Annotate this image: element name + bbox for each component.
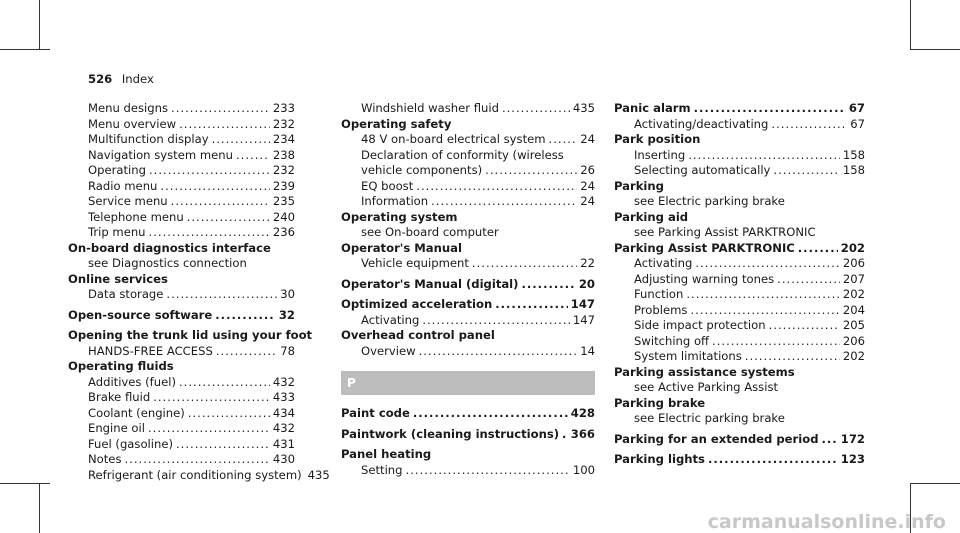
index-entry-heading	[341, 241, 595, 257]
page-reference: 232	[272, 116, 295, 131]
leader-dots	[769, 318, 840, 334]
index-entry-heading	[341, 297, 595, 313]
entry-text: Vehicle equipment	[361, 256, 469, 270]
entry-text: Switching off	[634, 333, 710, 348]
leader-dots	[171, 101, 270, 117]
leader-dots	[773, 163, 839, 179]
entry-text: Panel heating	[341, 447, 432, 461]
index-entry-heading	[341, 277, 595, 293]
leader-dots	[695, 256, 840, 272]
page-reference: 238	[272, 147, 295, 162]
entry-text: see Electric parking brake	[634, 411, 785, 425]
index-subentry	[614, 318, 865, 334]
entry-text: Radio menu	[88, 178, 158, 193]
page-reference: 67	[848, 101, 865, 115]
page-reference: 435	[572, 101, 595, 115]
index-entry-heading	[341, 210, 595, 226]
entry-text: see Diagnostics connection	[88, 256, 247, 270]
page-reference: 366	[570, 426, 595, 441]
leader-dots	[502, 101, 570, 117]
leader-dots	[176, 437, 270, 453]
entry-text: Operator's Manual	[341, 240, 462, 255]
page-reference: 433	[272, 390, 295, 404]
index-subentry	[68, 163, 295, 179]
entry-text: Side impact protection	[634, 318, 766, 332]
entry-text: Data storage	[88, 287, 164, 301]
index-entry-heading	[614, 452, 865, 468]
page-reference: 235	[272, 194, 295, 208]
entry-text: Trip menu	[88, 225, 146, 239]
entry-text: Paint code	[341, 406, 410, 420]
entry-text: Navigation system menu	[88, 147, 233, 162]
index-entry-heading	[68, 328, 313, 344]
entry-text: Adjusting warning tones	[634, 271, 775, 286]
entry-text: Declaration of conformity (wireless	[361, 147, 564, 162]
entry-text: Notes	[88, 452, 122, 466]
entry-text: Activating	[634, 256, 693, 270]
index-subentry	[614, 411, 865, 427]
index-entry-heading	[341, 406, 595, 422]
index-subentry	[68, 132, 295, 148]
page-reference: 205	[842, 318, 865, 332]
index-entry-heading	[614, 432, 865, 448]
leader-dots	[149, 163, 270, 179]
page-reference: 100	[572, 462, 595, 477]
entry-text: Function	[634, 287, 684, 301]
index-subentry	[614, 334, 865, 350]
index-subentry	[68, 467, 330, 484]
page-reference: 24	[580, 194, 595, 208]
leader-dots	[171, 194, 270, 210]
leader-dots	[549, 132, 578, 148]
page-reference: 26	[580, 163, 595, 177]
index-entry-heading	[614, 132, 865, 148]
leader-dots	[822, 432, 838, 448]
leader-dots	[690, 303, 839, 319]
index-subentry	[341, 313, 595, 329]
entry-text: Engine oil	[88, 421, 145, 435]
entry-text: Inserting	[634, 147, 686, 162]
index-subentry	[68, 148, 295, 164]
leader-dots	[166, 287, 277, 303]
entry-text: Coolant (engine)	[88, 405, 185, 420]
page-reference: 233	[272, 101, 295, 115]
index-subentry	[341, 148, 595, 164]
page-reference: 240	[272, 209, 295, 224]
entry-text: Refrigerant (air conditioning system)	[88, 467, 302, 482]
entry-text: see Electric parking brake	[634, 194, 785, 208]
entry-text: Open-source software	[68, 307, 213, 322]
leader-dots	[798, 241, 838, 257]
entry-text: System limitations	[634, 349, 742, 363]
index-subentry	[614, 225, 865, 241]
index-entry-heading	[68, 272, 295, 288]
index-subentry	[341, 101, 595, 117]
index-subentry	[68, 344, 295, 360]
page-reference: 67	[850, 116, 865, 131]
index-subentry	[614, 163, 865, 179]
index-entry-heading	[341, 328, 595, 344]
index-entry-heading	[614, 101, 865, 117]
crop-mark	[910, 0, 911, 50]
index-entry-heading	[68, 308, 295, 324]
leader-dots	[521, 277, 575, 293]
index-subentry	[68, 194, 295, 210]
index-subentry	[68, 179, 295, 195]
entry-text: Overhead control panel	[341, 328, 495, 342]
entry-text: Operator's Manual (digital)	[341, 276, 519, 291]
watermark: carmanualsonline.info	[707, 511, 946, 533]
leader-dots	[485, 163, 577, 179]
page-reference: 204	[842, 302, 865, 317]
leader-dots	[416, 179, 577, 195]
index-subentry	[341, 344, 595, 360]
page-reference: 24	[580, 132, 595, 146]
leader-dots	[745, 349, 840, 365]
leader-dots	[694, 101, 846, 117]
entry-text: Operating system	[341, 209, 458, 224]
page-reference: 24	[580, 178, 595, 193]
index-subentry	[341, 132, 595, 148]
crop-mark	[39, 0, 40, 50]
entry-text: Setting	[361, 462, 403, 477]
index-entry-heading	[614, 179, 865, 195]
index-subentry	[68, 101, 295, 117]
entry-text: Operating fluids	[68, 359, 174, 373]
entry-text: see Active Parking Assist	[634, 380, 779, 394]
leader-dots	[179, 375, 270, 391]
page-reference: 428	[570, 406, 595, 420]
index-entry-heading	[68, 241, 295, 257]
entry-text: Park position	[614, 132, 701, 146]
leader-dots	[422, 313, 570, 329]
crop-mark	[910, 483, 960, 484]
leader-dots	[212, 132, 270, 148]
index-subentry	[341, 163, 595, 179]
page-reference: 147	[572, 312, 595, 327]
leader-dots	[413, 406, 568, 422]
page-reference: 430	[272, 452, 295, 466]
index-subentry	[68, 256, 295, 272]
index-subentry	[68, 287, 295, 303]
page-reference: 431	[272, 436, 295, 451]
page-reference: 20	[578, 276, 595, 291]
index-entry-heading	[614, 241, 865, 257]
leader-dots	[495, 297, 568, 313]
page-reference: 234	[272, 132, 295, 146]
page-reference: 30	[280, 287, 295, 301]
leader-dots	[149, 225, 270, 241]
entry-text: Paintwork (cleaning instructions)	[341, 426, 560, 441]
index-subentry	[68, 375, 295, 391]
crop-mark	[0, 49, 50, 50]
leader-dots	[712, 334, 840, 350]
leader-dots	[777, 272, 840, 288]
leader-dots	[216, 344, 277, 360]
page-number: 526	[88, 72, 113, 86]
page-reference: 206	[842, 256, 865, 270]
page-reference: 202	[842, 349, 865, 363]
page-reference: 172	[840, 431, 865, 446]
leader-dots	[179, 117, 270, 133]
page-reference: 432	[272, 421, 295, 435]
entry-text: Windshield washer fluid	[361, 101, 499, 115]
entry-text: Activating/deactivating	[634, 116, 769, 131]
entry-text: Parking Assist PARKTRONIC	[614, 240, 795, 255]
entry-text: Selecting automatically	[634, 163, 771, 177]
entry-text: Parking aid	[614, 209, 689, 224]
entry-text: On-board diagnostics interface	[68, 240, 271, 255]
index-subentry	[614, 117, 865, 133]
entry-text: Brake fluid	[88, 390, 151, 404]
index-subentry	[341, 463, 595, 479]
leader-dots	[406, 463, 570, 479]
leader-dots	[160, 179, 269, 195]
index-column-2	[341, 101, 595, 478]
entry-text: Telephone menu	[88, 209, 184, 224]
leader-dots	[686, 287, 840, 303]
entry-text: Operating safety	[341, 116, 452, 131]
entry-text: Menu overview	[88, 116, 177, 131]
crop-mark	[910, 49, 960, 50]
section-title: Index	[121, 72, 154, 86]
index-entry-heading	[341, 427, 595, 443]
leader-dots	[771, 117, 847, 133]
leader-dots	[472, 256, 577, 272]
index-subentry	[68, 117, 295, 133]
index-column-1	[68, 101, 330, 483]
entry-text: see On-board computer	[361, 225, 499, 239]
page-reference: 123	[840, 452, 865, 466]
index-entry-heading	[614, 210, 865, 226]
index-subentry	[341, 225, 595, 241]
page-header	[88, 72, 154, 86]
index-subentry	[68, 406, 295, 422]
page-reference: 158	[842, 147, 865, 162]
index-entry-heading	[68, 359, 295, 375]
leader-dots	[431, 194, 577, 210]
page-reference: 78	[280, 343, 295, 358]
page-reference: 236	[272, 225, 295, 239]
entry-text: Panic alarm	[614, 101, 691, 115]
page-reference: 207	[842, 271, 865, 286]
index-subentry	[614, 256, 865, 272]
leader-dots	[187, 210, 270, 226]
page-reference: 158	[842, 163, 865, 177]
leader-dots	[188, 406, 270, 422]
entry-text: Menu designs	[88, 101, 169, 115]
entry-text: Opening the trunk lid using your foot	[68, 328, 313, 342]
entry-text: Problems	[634, 302, 688, 317]
index-subentry	[68, 210, 295, 226]
index-subentry	[68, 437, 295, 453]
index-entry-heading	[614, 396, 865, 412]
index-subentry	[341, 194, 595, 210]
page-reference: 239	[272, 178, 295, 193]
entry-text: Parking	[614, 178, 664, 193]
index-entry-heading	[341, 447, 595, 463]
index-subentry	[614, 148, 865, 164]
index-subentry	[68, 421, 295, 437]
index-subentry	[614, 194, 865, 210]
entry-text: Additives (fuel)	[88, 374, 176, 389]
leader-dots	[562, 427, 568, 443]
page-reference: 202	[842, 287, 865, 301]
leader-dots	[153, 390, 270, 406]
index-subentry	[614, 303, 865, 319]
entry-text: Service menu	[88, 194, 168, 208]
entry-text: Information	[361, 194, 429, 208]
index-letter-heading: P	[341, 371, 595, 395]
page-reference: 232	[272, 163, 295, 177]
page-reference: 147	[570, 297, 595, 311]
entry-text: Fuel (gasoline)	[88, 436, 173, 451]
leader-dots	[419, 344, 578, 360]
entry-text: Parking lights	[614, 452, 705, 466]
index-subentry	[614, 380, 865, 396]
index-subentry	[614, 349, 865, 365]
leader-dots	[236, 148, 270, 164]
page-reference: 32	[278, 307, 295, 322]
page-reference: 202	[840, 240, 865, 255]
entry-text: HANDS-FREE ACCESS	[88, 343, 213, 358]
leader-dots	[125, 452, 270, 468]
leader-dots	[708, 452, 838, 468]
page-reference: 434	[272, 405, 295, 420]
leader-dots	[688, 148, 840, 164]
index-subentry	[68, 390, 295, 406]
page-reference: 432	[272, 374, 295, 389]
entry-text: Parking assistance systems	[614, 364, 795, 379]
index-entry-heading	[341, 117, 595, 133]
entry-text: EQ boost	[361, 178, 414, 193]
entry-text: Optimized acceleration	[341, 297, 493, 311]
entry-text: Operating	[88, 163, 146, 177]
index-subentry	[68, 225, 295, 241]
entry-text: Parking brake	[614, 395, 706, 410]
page-reference: 22	[580, 256, 595, 270]
page-reference: 14	[580, 343, 595, 358]
entry-text: Online services	[68, 271, 168, 286]
entry-text: 48 V on-board electrical system	[361, 132, 546, 146]
leader-dots	[215, 308, 276, 324]
entry-text: vehicle components)	[361, 163, 483, 177]
index-subentry	[68, 452, 295, 468]
page-reference: 206	[842, 333, 865, 348]
entry-text: Parking for an extended period	[614, 431, 819, 446]
index-subentry	[341, 256, 595, 272]
index-subentry	[341, 179, 595, 195]
entry-text: Activating	[361, 312, 420, 327]
index-entry-heading	[614, 365, 865, 381]
entry-text: see Parking Assist PARKTRONIC	[634, 225, 816, 239]
page-reference: 435	[307, 467, 330, 482]
index-subentry	[614, 272, 865, 288]
index-column-3	[614, 101, 865, 468]
crop-mark	[0, 483, 50, 484]
leader-dots	[148, 421, 270, 437]
crop-mark	[39, 483, 40, 533]
entry-text: Multifunction display	[88, 132, 209, 146]
index-subentry	[614, 287, 865, 303]
entry-text: Overview	[361, 343, 416, 358]
